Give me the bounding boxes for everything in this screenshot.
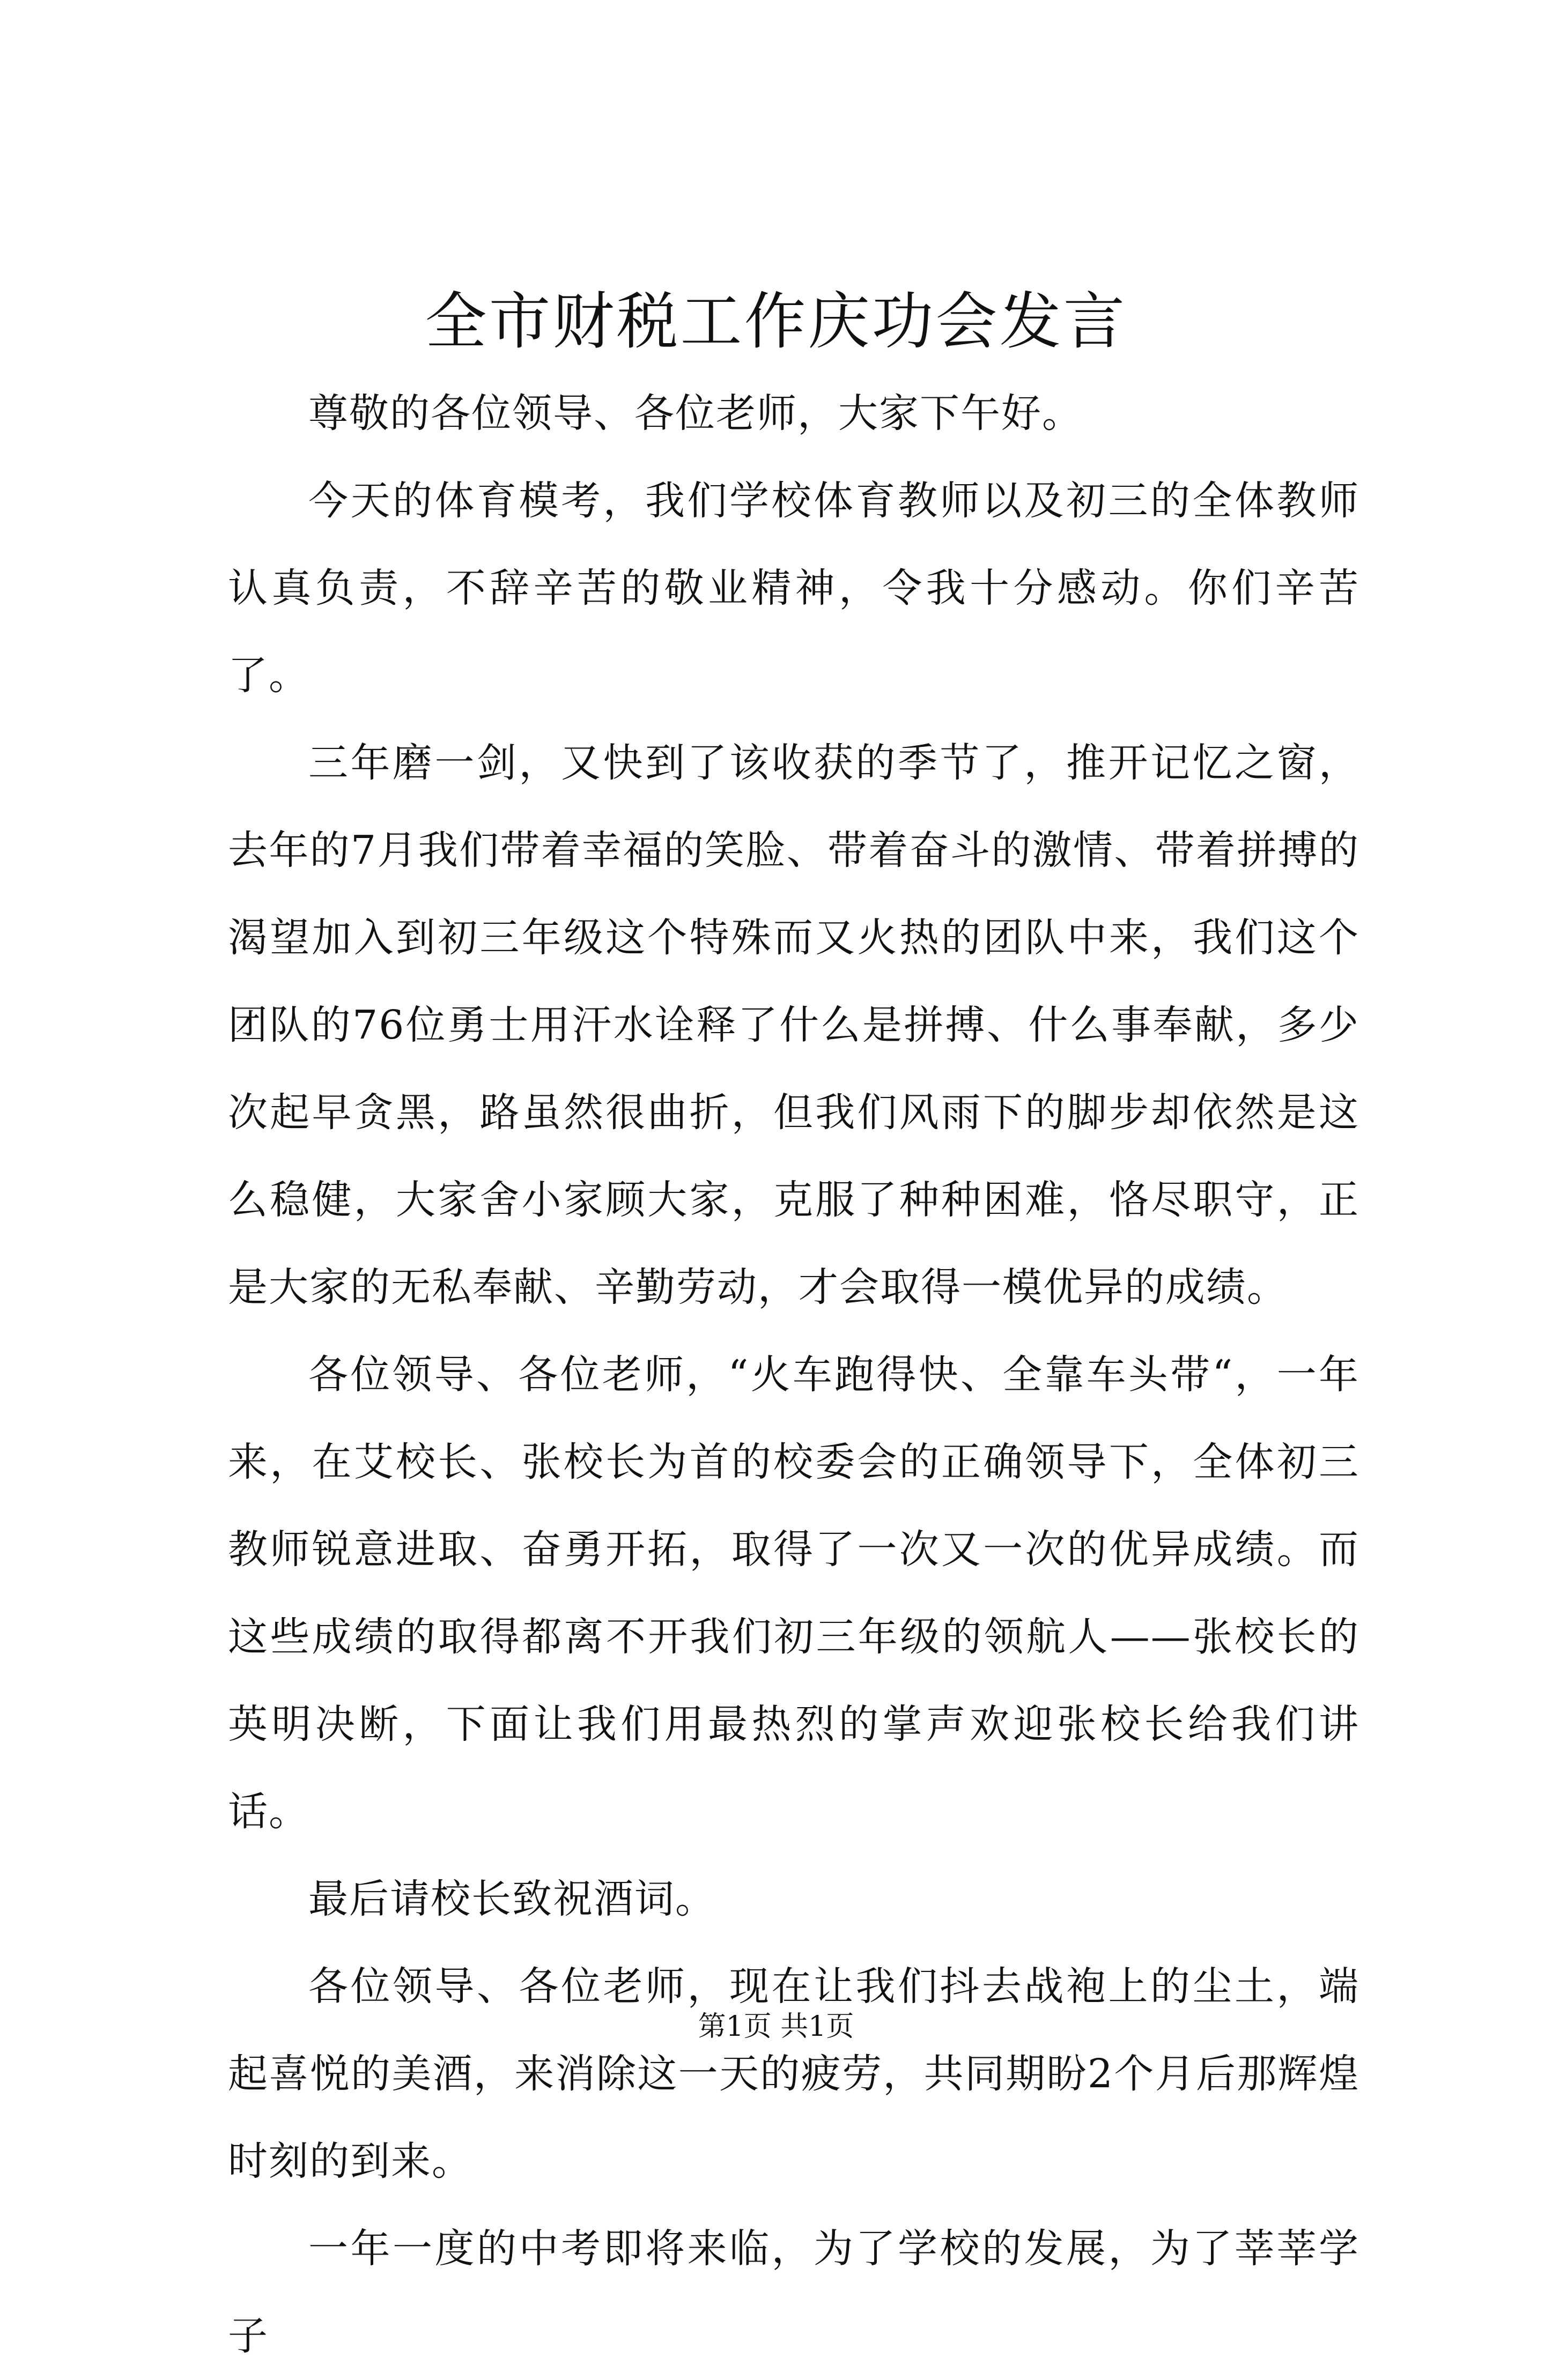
page-number-footer: 第1页 共1页 <box>698 2011 854 2043</box>
paragraph-thanks: 今天的体育模考，我们学校体育教师以及初三的全体教师认真负责，不辞辛苦的敬业精神，令我十分感动。你们辛苦了。 <box>228 478 1359 699</box>
paragraph-toast: 各位领导、各位老师，现在让我们抖去战袍上的尘土，端起喜悦的美酒，来消除这一天的疲劳，共同期盼2个月后那辉煌时刻的到来。 <box>228 1963 1359 2184</box>
paragraph-leadership: 各位领导、各位老师，“火车跑得快、全靠车头带“，一年来，在艾校长、张校长为首的校委会的正确领导下，全体初三教师锐意进取、奋勇开拓，取得了一次又一次的优异成绩。而这些成绩的取得都离不开我们初三年级的领航人——张校长的英明决断，下面让我们用最热烈的掌声欢迎张校长给我们讲话。 <box>228 1352 1359 1835</box>
document-body <box>228 370 1359 2380</box>
paragraph-exam: 一年一度的中考即将来临，为了学校的发展，为了莘莘学子 <box>228 2226 1359 2359</box>
paragraph-review: 三年磨一剑，又快到了该收获的季节了，推开记忆之窗，去年的7月我们带着幸福的笑脸、带着奋斗的激情、带着拼搏的渴望加入到初三年级这个特殊而又火热的团队中来，我们这个团队的76位勇士用汗水诠释了什么是拼搏、什么事奉献，多少次起早贪黑，路虽然很曲折，但我们风雨下的脚步却依然是这么稳健，大家舍小家顾大家，克服了种种困难，恪尽职守，正是大家的无私奉献、辛勤劳动，才会取得一模优异的成绩。 <box>228 740 1359 1310</box>
document-title: 全市财税工作庆功会发言 <box>425 286 1127 358</box>
paragraph-greeting: 尊敬的各位领导、各位老师，大家下午好。 <box>308 390 1083 436</box>
paragraph-toast-intro: 最后请校长致祝酒词。 <box>308 1876 716 1922</box>
